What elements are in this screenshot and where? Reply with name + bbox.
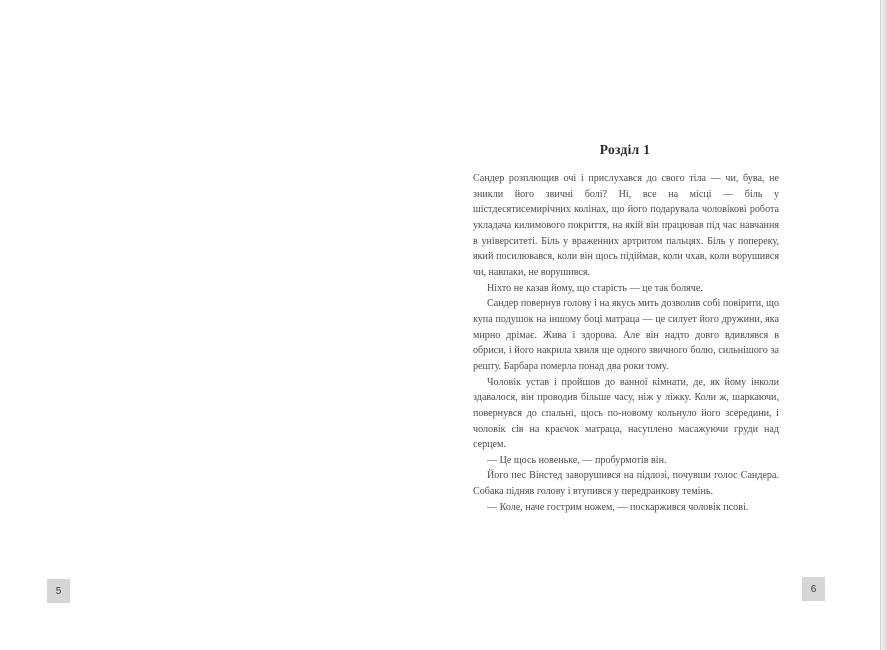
paragraph: Сандер розплющив очі і прислухався до свого тіла — чи, бува, не зникли його звичні болі? Ні, все на місці — біль у шістдесятисемирічних колінах, що його подарувала чоловікові робота укладача килимового покриття, на якій він працював під час навчання в університеті. Біль у враженних артритом пальцях. Біль у попереку, який посилювався, коли він щось підіймав, коли чхав, коли ворушився чи, навпаки, не ворушився. [473,173,779,278]
paragraph: Ніхто не казав йому, що старість — це так боляче. [487,282,703,294]
paragraph: — Це щось новеньке, — пробурмотів він. [487,454,667,466]
chapter-title: Розділ 1 [599,142,651,157]
page-number-left[interactable]: 5 [47,579,70,603]
paragraph: Чоловік устав і пройшов до ванної кімнати, де, як йому інколи здавалося, він проводив більше часу, ніж у ліжку. Коли ж, шаркаючи, повернувся до спальні, щось по-новому кольнуло його зсередини, і чоловік сів на краєчок матраца, насуплено масажуючи груди над серцем. [473,376,779,451]
left-page [0,0,443,650]
page-number-right[interactable]: 6 [802,577,825,601]
chapter-text [473,171,779,515]
scrollbar-edge [880,0,887,650]
paragraph: — Коле, наче гострим ножем, — поскаржився чоловік псові. [487,501,749,513]
paragraph: Його пес Вінстед заворушився на підлозі, почувши голос Сандера. Собака підняв голову і втупився у передранкову темінь. [473,470,779,498]
paragraph: Сандер повернув голову і на якусь мить дозволив собі повірити, що купа подушок на іншому боці матраца — це силует його дружини, яка мирно дрімає. Жива і здорова. Але він надто довго вдивлявся в обриси, і його накрила хвиля ще одного звичного болю, сильнішого за решту. Барбара померла понад два роки тому. [473,298,779,372]
